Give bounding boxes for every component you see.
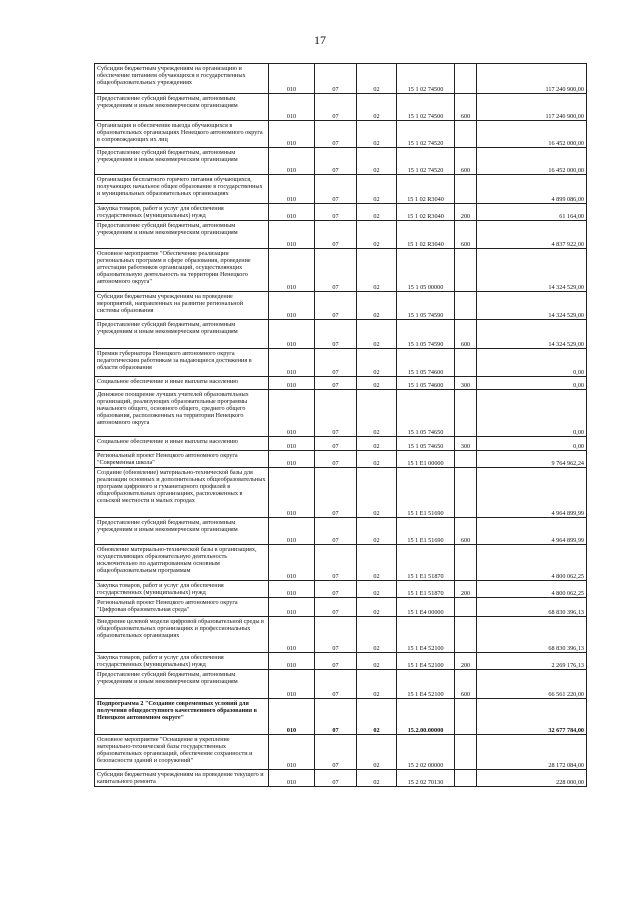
row-subsection: 02 [357,390,397,437]
row-section: 07 [315,94,357,121]
row-amount: 0,00 [477,349,587,377]
table-row [95,670,587,699]
row-section: 07 [315,617,357,653]
row-amount: 16 452 000,00 [477,121,587,148]
row-code: 010 [269,699,315,735]
row-subsection: 02 [357,770,397,787]
row-name: Закупка товаров, работ и услуг для обеспечения государственных (муниципальных) нужд [95,204,269,221]
row-code: 010 [269,545,315,581]
row-expense-type [455,292,477,320]
row-name: Организация и обеспечение выезда обучающихся в образовательных организациях Ненецкого автономного округа в сопровождающих их лиц [95,121,269,148]
row-expense-type: 200 [455,204,477,221]
row-amount: 61 164,00 [477,204,587,221]
row-expense-type [455,699,477,735]
row-amount: 14 324 529,00 [477,292,587,320]
table-row [95,653,587,670]
row-section: 07 [315,221,357,249]
row-amount: 66 561 220,00 [477,670,587,699]
row-subsection: 02 [357,699,397,735]
row-amount: 14 324 529,00 [477,320,587,349]
row-amount: 0,00 [477,437,587,451]
table-row [95,94,587,121]
row-section: 07 [315,735,357,770]
row-expense-type [455,64,477,94]
row-amount: 9 764 962,24 [477,451,587,468]
row-amount: 4 800 062,25 [477,545,587,581]
row-subsection: 02 [357,581,397,598]
table-row [95,617,587,653]
row-code: 010 [269,175,315,204]
table-row [95,349,587,377]
table-row [95,148,587,175]
table-row [95,598,587,617]
table-row [95,735,587,770]
table-row [95,437,587,451]
row-name: Организация бесплатного горячего питания обучающихся, получающих начальное общее образование в государственных и муниципальных образовательных организациях [95,175,269,204]
row-section: 07 [315,292,357,320]
row-name: Обновление материально-технической базы в организациях, осуществляющих образовательную деятельность исключительно по адаптированным основным общеобразовательным программам [95,545,269,581]
row-expense-type [455,545,477,581]
row-section: 07 [315,175,357,204]
row-section: 07 [315,64,357,94]
row-target-code: 15 1 05 74590 [397,292,455,320]
row-subsection: 02 [357,518,397,545]
row-code: 010 [269,221,315,249]
row-subsection: 02 [357,94,397,121]
row-name: Закупка товаров, работ и услуг для обеспечения государственных (муниципальных) нужд [95,581,269,598]
table-row [95,64,587,94]
row-name: Социальное обеспечение и иные выплаты населению [95,377,269,390]
row-section: 07 [315,518,357,545]
row-code: 010 [269,437,315,451]
row-subsection: 02 [357,670,397,699]
row-section: 07 [315,377,357,390]
table-row [95,451,587,468]
row-subsection: 02 [357,617,397,653]
row-subsection: 02 [357,148,397,175]
row-amount: 68 830 396,13 [477,617,587,653]
table-row [95,175,587,204]
row-amount: 117 240 900,00 [477,94,587,121]
row-subsection: 02 [357,121,397,148]
row-section: 07 [315,770,357,787]
row-expense-type [455,175,477,204]
row-subsection: 02 [357,64,397,94]
table-row [95,320,587,349]
row-code: 010 [269,94,315,121]
row-amount: 68 830 396,13 [477,598,587,617]
row-amount: 4 837 922,00 [477,221,587,249]
row-target-code: 15 1 05 74600 [397,377,455,390]
row-expense-type: 600 [455,518,477,545]
row-name: Региональный проект Ненецкого автономного округа "Современная школа" [95,451,269,468]
row-target-code: 15 1 02 74520 [397,148,455,175]
row-subsection: 02 [357,349,397,377]
row-target-code: 15 1 E4 52100 [397,653,455,670]
row-code: 010 [269,735,315,770]
row-target-code: 15 1 E4 52100 [397,670,455,699]
row-subsection: 02 [357,292,397,320]
row-name: Предоставление субсидий бюджетным, автономным учреждениям и иным некоммерческим организациям [95,518,269,545]
row-expense-type: 200 [455,581,477,598]
row-target-code: 15 1 02 R3040 [397,204,455,221]
row-expense-type [455,598,477,617]
row-code: 010 [269,64,315,94]
row-subsection: 02 [357,204,397,221]
row-target-code: 15 1 05 74600 [397,349,455,377]
row-target-code: 15 1 E1 00000 [397,451,455,468]
row-expense-type: 600 [455,221,477,249]
table-row [95,770,587,787]
row-code: 010 [269,320,315,349]
row-expense-type [455,249,477,292]
row-target-code: 15 1 E4 00000 [397,598,455,617]
row-amount: 4 899 086,00 [477,175,587,204]
row-target-code: 15 1 02 74520 [397,121,455,148]
row-code: 010 [269,581,315,598]
row-subsection: 02 [357,175,397,204]
row-amount: 4 964 899,99 [477,468,587,518]
row-target-code: 15 1 E1 51690 [397,518,455,545]
row-expense-type: 600 [455,148,477,175]
row-section: 07 [315,249,357,292]
row-target-code: 15 1 E1 51690 [397,468,455,518]
row-name: Создание (обновление) материально-технической базы для реализации основных и дополнительных общеобразовательных программ цифрового и гуманитарного профилей в общеобразовательных организациях, расположенных в сельской местности и малых городах [95,468,269,518]
row-subsection: 02 [357,468,397,518]
row-expense-type [455,468,477,518]
row-expense-type: 600 [455,94,477,121]
table-row [95,204,587,221]
row-target-code: 15 1 05 00000 [397,249,455,292]
row-code: 010 [269,349,315,377]
row-subsection: 02 [357,221,397,249]
row-code: 010 [269,121,315,148]
row-expense-type [455,617,477,653]
row-code: 010 [269,249,315,292]
table-row [95,377,587,390]
row-target-code: 15 1 E1 51870 [397,581,455,598]
row-subsection: 02 [357,320,397,349]
row-name: Региональный проект Ненецкого автономного округа "Цифровая образовательная среда" [95,598,269,617]
row-name: Предоставление субсидий бюджетным, автономным учреждениям и иным некоммерческим организациям [95,148,269,175]
row-subsection: 02 [357,377,397,390]
row-name: Основное мероприятие "Оснащение и укрепление материально-технической базы государственных образовательных организаций, обеспечение сохранности и безопасности зданий и сооружений" [95,735,269,770]
row-code: 010 [269,670,315,699]
row-section: 07 [315,148,357,175]
row-code: 010 [269,598,315,617]
row-name: Денежное поощрение лучших учителей образовательных организаций, реализующих образовательные программы начального общего, основного общего, среднего общего образования, расположенных на территории Ненецкого автономного округа [95,390,269,437]
row-subsection: 02 [357,735,397,770]
row-amount: 228 000,00 [477,770,587,787]
row-amount: 14 324 529,00 [477,249,587,292]
row-code: 010 [269,468,315,518]
row-name: Предоставление субсидий бюджетным, автономным учреждениям и иным некоммерческим организациям [95,320,269,349]
row-section: 07 [315,545,357,581]
row-amount: 0,00 [477,390,587,437]
row-expense-type: 300 [455,437,477,451]
table-row [95,121,587,148]
row-section: 07 [315,598,357,617]
row-section: 07 [315,468,357,518]
table-row [95,518,587,545]
row-name: Субсидии бюджетным учреждениям на организацию и обеспечение питанием обучающихся в государственных общеобразовательных учреждениях [95,64,269,94]
row-subsection: 02 [357,545,397,581]
row-expense-type [455,390,477,437]
row-target-code: 15 1 02 74500 [397,94,455,121]
row-name: Социальное обеспечение и иные выплаты населению [95,437,269,451]
row-subsection: 02 [357,437,397,451]
row-code: 010 [269,377,315,390]
row-name: Предоставление субсидий бюджетным, автономным учреждениям и иным некоммерческим организациям [95,670,269,699]
row-name: Субсидии бюджетным учреждениям на проведение мероприятий, направленных на развитие региональной системы образования [95,292,269,320]
row-section: 07 [315,653,357,670]
row-expense-type [455,121,477,148]
row-expense-type [455,451,477,468]
row-name: Подпрограмма 2 "Создание современных условий для получения общедоступного качественного образования в Ненецком автономном округе" [95,699,269,735]
row-target-code: 15 1 05 74590 [397,320,455,349]
row-target-code: 15 1 E4 52100 [397,617,455,653]
table-row [95,699,587,735]
row-expense-type [455,349,477,377]
row-section: 07 [315,204,357,221]
table-row [95,249,587,292]
table-row [95,545,587,581]
row-name: Субсидии бюджетным учреждениям на проведение текущего и капитального ремонта [95,770,269,787]
row-expense-type: 300 [455,377,477,390]
row-section: 07 [315,349,357,377]
row-name: Предоставление субсидий бюджетным, автономным учреждениям и иным некоммерческим организациям [95,221,269,249]
row-amount: 4 964 899,99 [477,518,587,545]
row-subsection: 02 [357,451,397,468]
row-target-code: 15 1 02 74500 [397,64,455,94]
row-expense-type [455,770,477,787]
page-number: 17 [314,33,326,47]
row-code: 010 [269,653,315,670]
table-row [95,581,587,598]
table-row [95,390,587,437]
row-name: Закупка товаров, работ и услуг для обеспечения государственных (муниципальных) нужд [95,653,269,670]
row-code: 010 [269,451,315,468]
row-amount: 2 269 176,13 [477,653,587,670]
row-section: 07 [315,320,357,349]
row-section: 07 [315,451,357,468]
row-amount: 4 800 062,25 [477,581,587,598]
row-target-code: 15 1 E1 51870 [397,545,455,581]
row-code: 010 [269,390,315,437]
row-code: 010 [269,518,315,545]
row-code: 010 [269,292,315,320]
row-amount: 0,00 [477,377,587,390]
row-expense-type: 600 [455,320,477,349]
table-row [95,292,587,320]
row-name: Внедрение целевой модели цифровой образовательной среды в общеобразовательных организациях и профессиональных образовательных организациях [95,617,269,653]
row-target-code: 15 2 02 00000 [397,735,455,770]
row-amount: 16 452 000,00 [477,148,587,175]
table-row [95,468,587,518]
row-section: 07 [315,121,357,148]
row-code: 010 [269,148,315,175]
row-expense-type: 600 [455,670,477,699]
row-target-code: 15 1 05 74650 [397,390,455,437]
row-code: 010 [269,617,315,653]
row-section: 07 [315,699,357,735]
row-expense-type: 200 [455,653,477,670]
row-amount: 117 240 900,00 [477,64,587,94]
table-row [95,221,587,249]
row-section: 07 [315,390,357,437]
budget-table-body [95,64,587,787]
row-subsection: 02 [357,249,397,292]
row-subsection: 02 [357,653,397,670]
row-name: Основное мероприятие "Обеспечение реализации региональных программ в сфере образования, проведение аттестации работников организаций, осуществляющих образовательную деятельность на территории Ненецкого автономного округа" [95,249,269,292]
row-amount: 28 172 084,00 [477,735,587,770]
row-amount: 32 677 784,00 [477,699,587,735]
row-code: 010 [269,770,315,787]
budget-table [94,63,587,787]
row-target-code: 15.2.00.00000 [397,699,455,735]
row-section: 07 [315,670,357,699]
row-subsection: 02 [357,598,397,617]
row-name: Предоставление субсидий бюджетным, автономным учреждениям и иным некоммерческим организациям [95,94,269,121]
row-section: 07 [315,581,357,598]
row-section: 07 [315,437,357,451]
row-target-code: 15 1 05 74650 [397,437,455,451]
row-target-code: 15 2 02 70130 [397,770,455,787]
row-target-code: 15 1 02 R3040 [397,175,455,204]
row-name: Премии губернатора Ненецкого автономного округа педагогическим работникам за выдающиеся достижения в области образования [95,349,269,377]
row-target-code: 15 1 02 R3040 [397,221,455,249]
row-code: 010 [269,204,315,221]
row-expense-type [455,735,477,770]
